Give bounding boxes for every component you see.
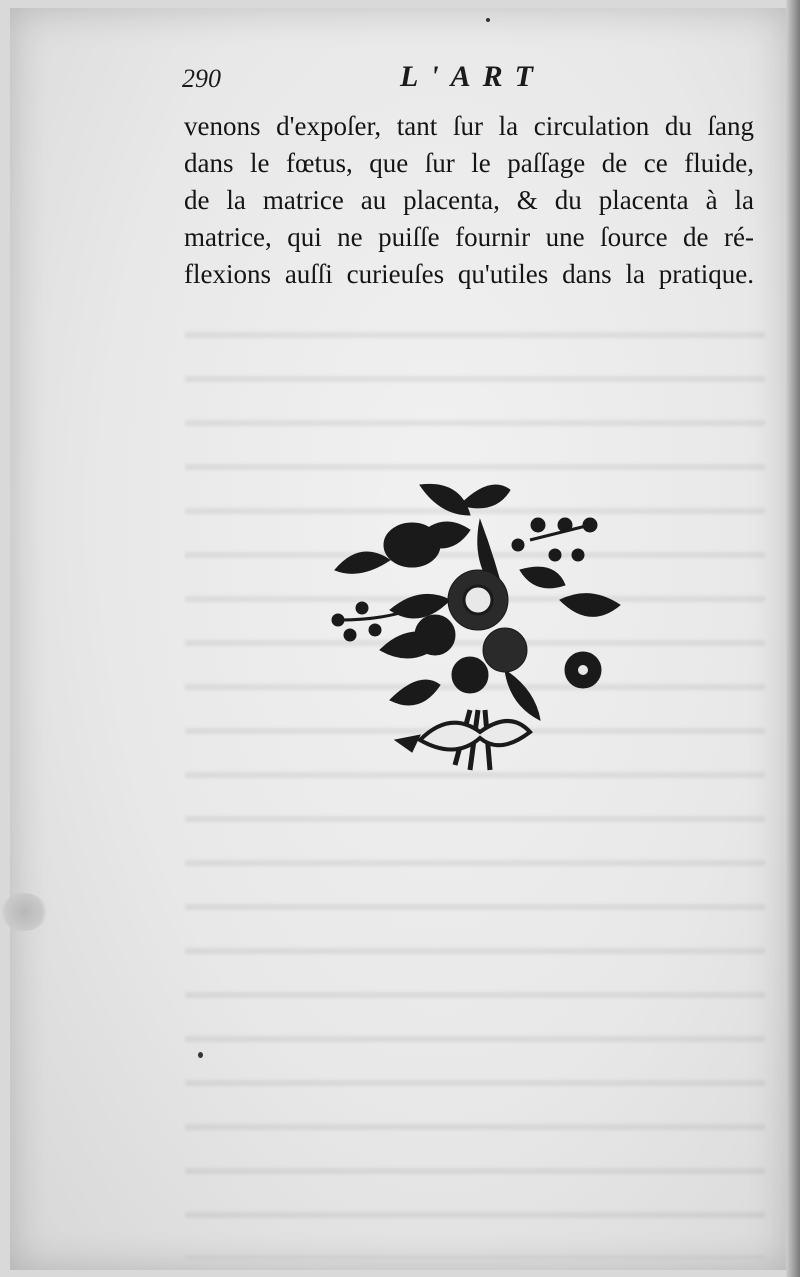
text-line: flexions auſſi curieuſes qu'utiles dans la pratique. (184, 259, 754, 289)
text-line: matrice, qui ne puiſſe fournir une ſource de ré- (184, 222, 754, 252)
ink-speck (486, 18, 490, 22)
paper-stain (0, 893, 48, 931)
floral-bouquet-icon (320, 470, 640, 790)
page-edge-shadow (786, 0, 800, 1277)
text-line: venons d'expoſer, tant ſur la circulation du ſang (184, 111, 754, 141)
body-paragraph (184, 108, 754, 293)
page-number: 290 (182, 64, 221, 93)
text-line: dans le fœtus, que ſur le paſſage de ce fluide, (184, 148, 754, 178)
page-header (182, 58, 752, 98)
text-line: de la matrice au placenta, & du placenta à la (184, 185, 754, 215)
ink-speck (198, 1052, 203, 1058)
running-title: L'ART (400, 60, 546, 93)
